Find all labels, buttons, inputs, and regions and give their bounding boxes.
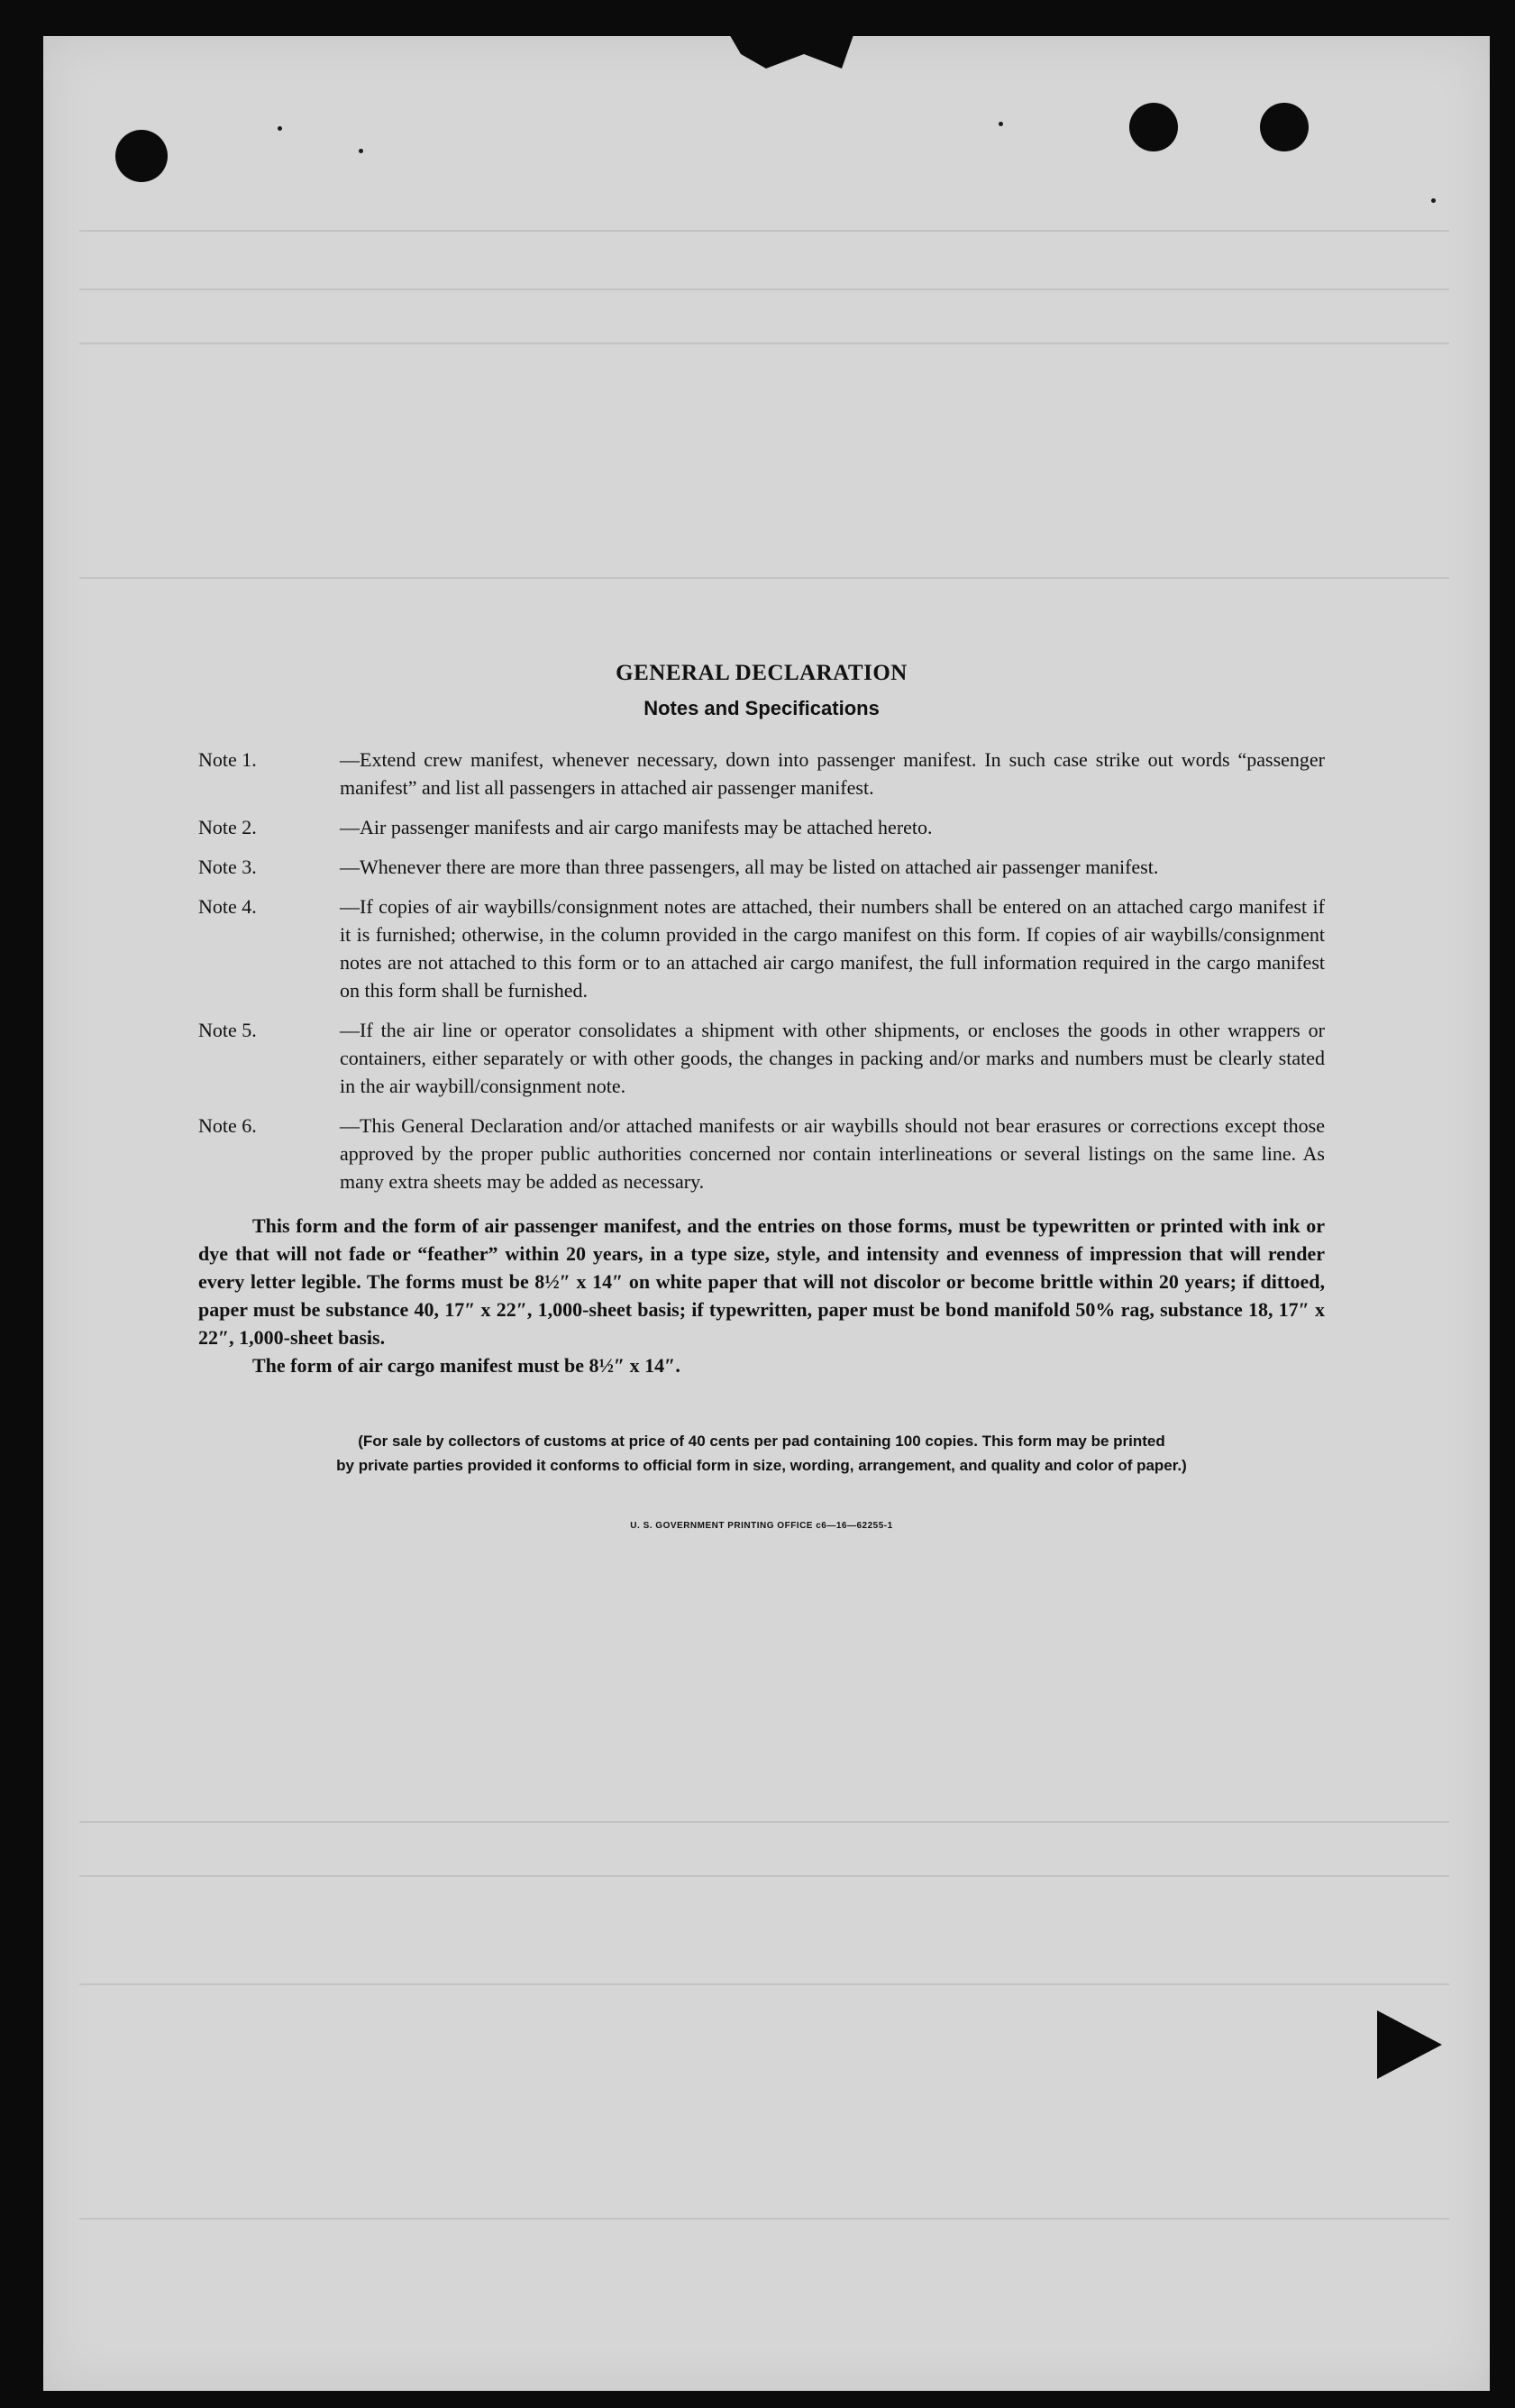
note-4 (198, 893, 1325, 1004)
note-text: —If copies of air waybills/consignment notes are attached, their numbers shall be entered on an attached cargo manifest if it is furnished; otherwise, in the column provided in the cargo manifest on this form. If copies of air waybills/consignment notes are not attached to this form or to an attached air cargo manifest, the full information required in the cargo manifest on this form shall be furnished. (340, 895, 1325, 1002)
bleed-through-rule (79, 2218, 1449, 2220)
document-title: GENERAL DECLARATION (616, 661, 908, 685)
note-text: —This General Declaration and/or attached manifests or air waybills should not bear erasures or corrections except those approved by the proper public authorities concerned nor contain interlineations or several listings on the same line. As many extra sheets may be added as necessary. (340, 1114, 1325, 1193)
note-text: —Extend crew manifest, whenever necessary, down into passenger manifest. In such case strike out words “passenger manifest” and list all passengers in attached air passenger manifest. (340, 748, 1325, 799)
note-label: Note 6. (198, 1114, 257, 1137)
note-2 (198, 813, 1325, 841)
note-1 (198, 746, 1325, 801)
note-5 (198, 1016, 1325, 1100)
printer-imprint: U. S. GOVERNMENT PRINTING OFFICE c6—16—62255-1 (630, 1521, 893, 1531)
speck (999, 122, 1003, 126)
note-text: —If the air line or operator consolidates a shipment with other shipments, or encloses the goods in other wrappers or containers, either separately or with other goods, the changes in packing and/or marks and numbers must be clearly stated in the air waybill/consignment note. (340, 1019, 1325, 1097)
note-label: Note 4. (198, 895, 257, 918)
torn-top-edge (728, 32, 854, 69)
note-label: Note 5. (198, 1019, 257, 1041)
note-label: Note 2. (198, 816, 257, 838)
bleed-through-rule (79, 343, 1449, 344)
speck (1431, 198, 1436, 203)
sale-notice-line-2: by private parties provided it conforms to official form in size, wording, arrangement, and quality and color of paper.) (336, 1457, 1187, 1474)
sale-notice-line-1: (For sale by collectors of customs at price of 40 cents per pad containing 100 copies. This form may be printed (358, 1433, 1165, 1450)
punch-hole-right-2 (1260, 103, 1309, 151)
speck (359, 149, 363, 153)
document-subtitle: Notes and Specifications (643, 697, 880, 719)
note-text: —Whenever there are more than three passengers, all may be listed on attached air passenger manifest. (340, 856, 1159, 878)
form-specification-paragraph: This form and the form of air passenger manifest, and the entries on those forms, must be typewritten or printed with ink or dye that will not fade or “feather” within 20 years, in a type size, style, and intensity and evenness of impression that will render every letter legible. The forms must be 8½″ x 14″ on white paper that will not discolor or become brittle within 20 years; if dittoed, paper must be substance 40, 17″ x 22″, 1,000-sheet basis; if typewritten, paper must be bond manifold 50% rag, substance 18, 17″ x 22″, 1,000-sheet basis. (198, 1214, 1325, 1349)
speck (278, 126, 282, 131)
bleed-through-rule (79, 1821, 1449, 1823)
note-text: —Air passenger manifests and air cargo manifests may be attached hereto. (340, 816, 933, 838)
bleed-through-rule (79, 230, 1449, 232)
punch-hole-left (115, 130, 168, 182)
torn-edge-mark (1377, 2010, 1442, 2079)
notes-section (198, 661, 1325, 1531)
bleed-through-rule (79, 1875, 1449, 1877)
bleed-through-rule (79, 1983, 1449, 1985)
sale-notice (198, 1429, 1325, 1478)
note-3 (198, 853, 1325, 881)
bleed-through-rule (79, 288, 1449, 290)
bleed-through-rule (79, 577, 1449, 579)
punch-hole-right-1 (1129, 103, 1178, 151)
note-6 (198, 1112, 1325, 1195)
cargo-manifest-size-line: The form of air cargo manifest must be 8½″ x 14″. (252, 1354, 680, 1377)
note-label: Note 1. (198, 748, 257, 771)
note-label: Note 3. (198, 856, 257, 878)
